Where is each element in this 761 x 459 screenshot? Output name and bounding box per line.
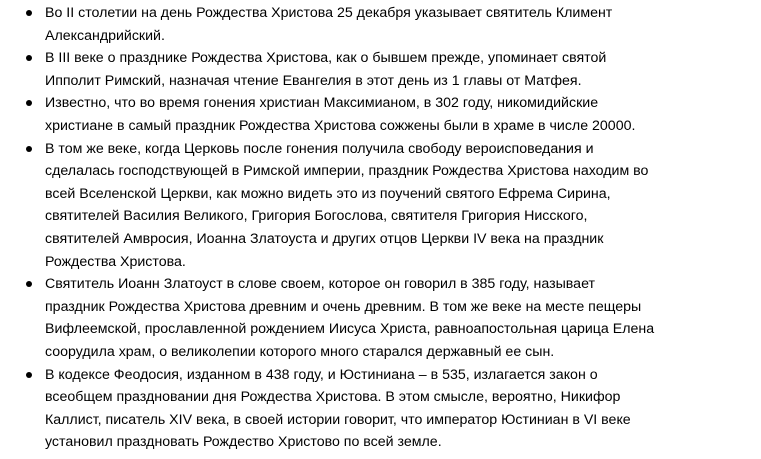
- list-item: [0, 273, 761, 363]
- list-item-line: Каллист, писатель XIV века, в своей истории говорит, что император Юстиниан в VI веке: [45, 411, 631, 428]
- bullet-dot-icon: [26, 55, 32, 61]
- bullet-dot-icon: [26, 146, 32, 152]
- list-item-line: В том же веке, когда Церковь после гонения получила свободу вероисповедания и: [45, 140, 594, 157]
- bullet-dot-icon: [26, 281, 32, 287]
- list-item-line: Известно, что во время гонения христиан Максимианом, в 302 году, никомидийские: [45, 95, 599, 112]
- list-item: [0, 2, 761, 47]
- list-item: [0, 138, 761, 274]
- list-item-line: Вифлеемской, прославленной рождением Иисуса Христа, равноапостольная царица Елена: [45, 321, 655, 338]
- list-item-line: сделалась господствующей в Римской империи, праздник Рождества Христова находим во: [45, 163, 649, 180]
- list-item-line: праздник Рождества Христова древним и очень древним. В том же веке на месте пещеры: [45, 298, 642, 315]
- list-item-line: установил праздновать Рождество Христово по всей земле.: [45, 434, 442, 451]
- bullet-dot-icon: [26, 100, 32, 106]
- list-item-line: святителей Амвросия, Иоанна Златоуста и других отцов Церкви IV века на праздник: [45, 230, 604, 247]
- list-item: [0, 47, 761, 92]
- list-item-line: Во II столетии на день Рождества Христова 25 декабря указывает святитель Климент: [45, 5, 613, 21]
- list-item-line: святителей Василия Великого, Григория Богослова, святителя Григория Нисского,: [45, 208, 588, 225]
- list-item-line: Рождества Христова.: [45, 253, 186, 270]
- list-item-line: Святитель Иоанн Златоуст в слове своем, которое он говорил в 385 году, называет: [45, 276, 595, 293]
- list-item-line: Александрийский.: [45, 27, 165, 44]
- list-item-line: всеобщем праздновании дня Рождества Христова. В этом смысле, вероятно, Никифор: [45, 389, 621, 406]
- bullet-dot-icon: [26, 10, 32, 16]
- bullet-dot-icon: [26, 372, 32, 378]
- list-item: [0, 364, 761, 454]
- list-item: [0, 92, 761, 137]
- list-item-line: В III веке о празднике Рождества Христова, как о бывшем прежде, упоминает святой: [45, 50, 607, 67]
- list-item-line: соорудила храм, о великолепии которого много старался державный ее сын.: [45, 343, 555, 360]
- list-item-line: Ипполит Римский, назначая чтение Евангелия в этот день из 1 главы от Матфея.: [45, 72, 582, 89]
- list-item-line: В кодексе Феодосия, изданном в 438 году, и Юстиниана – в 535, излагается закон о: [45, 366, 598, 383]
- list-item-line: христиане в самый праздник Рождества Христова сожжены были в храме в числе 20000.: [45, 117, 636, 134]
- bullet-list: [0, 2, 761, 454]
- list-item-line: всей Вселенской Церкви, как можно видеть это из поучений святого Ефрема Сирина,: [45, 185, 611, 202]
